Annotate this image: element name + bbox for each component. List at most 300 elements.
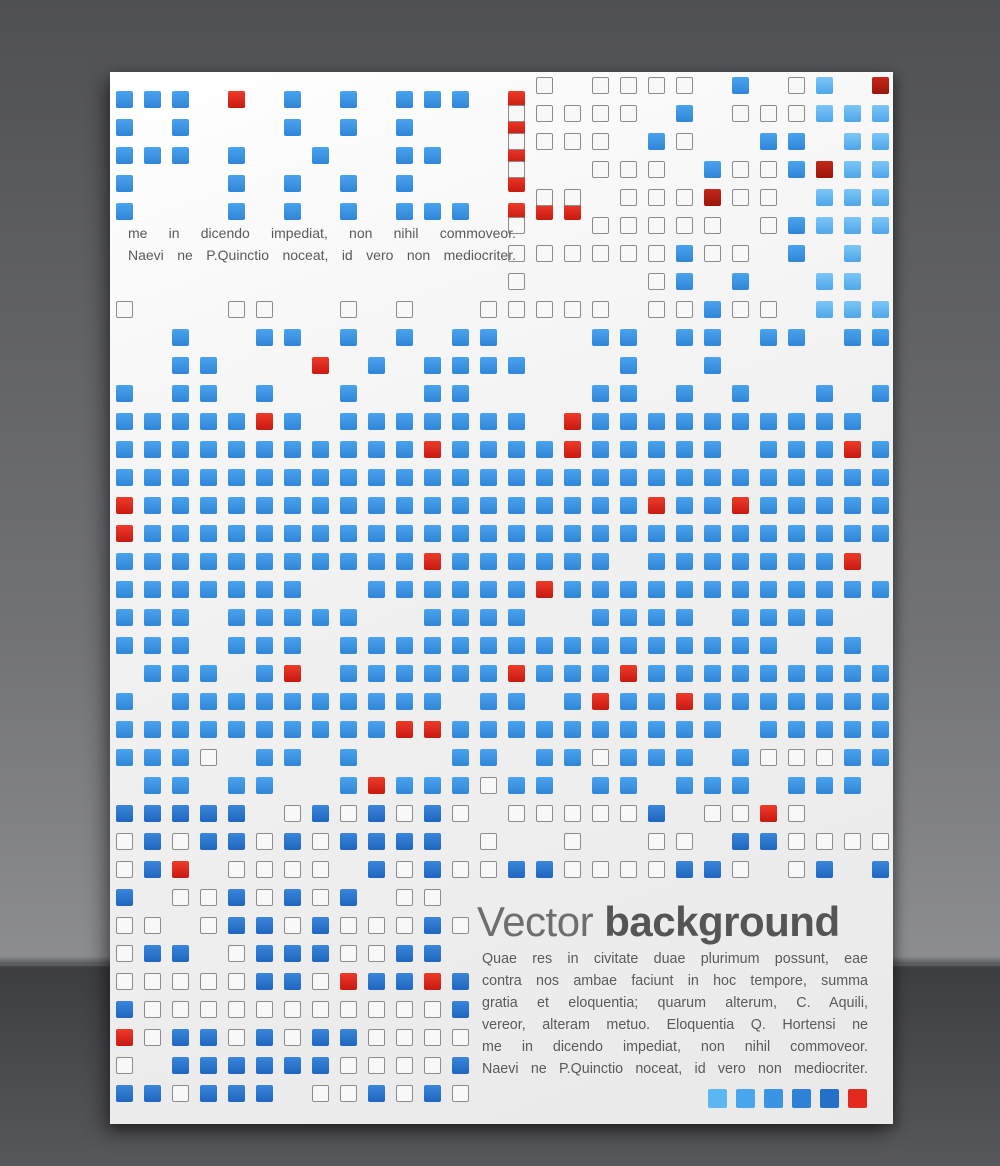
pixel-tile [116,413,133,430]
pixel-tile [228,917,245,934]
pixel-tile [760,749,777,766]
pixel-tile [536,553,553,570]
pixel-tile [788,693,805,710]
pixel-tile [424,693,441,710]
pixel-tile [452,749,469,766]
pixel-tile [648,77,665,94]
pixel-tile [452,497,469,514]
pixel-tile [312,1085,329,1102]
pixel-tile [340,1029,357,1046]
pixel-tile [368,805,385,822]
pixel-tile [200,1057,217,1074]
pixel-tile [592,497,609,514]
pixel-tile [592,217,609,234]
pixel-tile [536,105,553,122]
pixel-tile [312,721,329,738]
pixel-tile [564,133,581,150]
pixel-tile [116,1057,133,1074]
pixel-tile [536,133,553,150]
pixel-tile [872,469,889,486]
logo-pixel [172,119,189,136]
pixel-tile [704,301,721,318]
body-line-1: Quae res in civitate duae plurimum possunt, eae [482,951,868,967]
pixel-tile [508,693,525,710]
pixel-tile [144,1001,161,1018]
swatch-blue-1 [764,1089,783,1108]
pixel-tile [760,497,777,514]
pixel-tile [872,665,889,682]
pixel-tile [760,581,777,598]
pixel-tile [564,833,581,850]
pixel-tile [704,525,721,542]
pixel-tile [844,301,861,318]
pixel-tile [480,497,497,514]
pixel-tile [816,693,833,710]
pixel-tile [116,1029,133,1046]
pixel-tile [256,553,273,570]
pixel-tile [620,665,637,682]
pixel-tile [256,1029,273,1046]
pixel-tile [620,805,637,822]
pixel-tile [340,1085,357,1102]
pixel-tile [648,497,665,514]
pixel-tile [592,805,609,822]
pixel-tile [592,665,609,682]
pixel-tile [424,581,441,598]
pixel-tile [704,805,721,822]
pixel-tile [620,749,637,766]
pixel-tile [172,945,189,962]
pixel-tile [368,413,385,430]
logo-pixel [396,147,413,164]
pixel-tile [760,413,777,430]
pixel-tile [508,805,525,822]
pixel-tile [760,637,777,654]
pixel-tile [172,637,189,654]
pixel-tile [480,469,497,486]
pixel-tile [508,665,525,682]
pixel-tile [368,721,385,738]
pixel-tile [844,441,861,458]
pixel-tile [452,413,469,430]
pixel-tile [144,441,161,458]
pixel-tile [732,245,749,262]
pixel-tile [592,525,609,542]
pixel-tile [564,861,581,878]
pixel-tile [704,553,721,570]
pixel-tile [508,357,525,374]
pixel-tile [452,357,469,374]
pixel-tile [508,413,525,430]
pixel-tile [256,945,273,962]
pixel-tile [760,105,777,122]
pixel-tile [172,805,189,822]
pixel-tile [816,777,833,794]
swatch-blue-2 [792,1089,811,1108]
pixel-tile [480,721,497,738]
pixel-tile [200,413,217,430]
logo-pixel [116,119,133,136]
pixel-tile [676,861,693,878]
pixel-tile [172,777,189,794]
pixel-tile [284,749,301,766]
logo-pixel [284,91,301,108]
pixel-tile [592,553,609,570]
pixel-tile [284,1029,301,1046]
pixel-tile [144,861,161,878]
pixel-tile [564,413,581,430]
pixel-tile [788,133,805,150]
pixel-tile [340,609,357,626]
pixel-tile [788,777,805,794]
pixel-tile [872,301,889,318]
logo-pixel [340,91,357,108]
pixel-tile [424,945,441,962]
pixel-tile [424,1085,441,1102]
pixel-tile [704,161,721,178]
pixel-tile [172,973,189,990]
pixel-tile [228,1029,245,1046]
pixel-tile [312,861,329,878]
pixel-tile [536,497,553,514]
pixel-tile [284,637,301,654]
pixel-tile [228,1001,245,1018]
pixel-tile [284,889,301,906]
pixel-tile [424,833,441,850]
intro-line-1: me in dicendo impediat, non nihil commoveor. [128,225,516,241]
pixel-tile [788,609,805,626]
pixel-tile [116,301,133,318]
pixel-tile [284,525,301,542]
pixel-tile [396,805,413,822]
intro-line-2: Naevi ne P.Quinctio noceat, id vero non mediocriter. [128,247,516,263]
pixel-tile [816,581,833,598]
pixel-tile [424,1057,441,1074]
pixel-tile [872,385,889,402]
pixel-tile [676,301,693,318]
pixel-tile [648,693,665,710]
pixel-tile [116,525,133,542]
pixel-tile [844,217,861,234]
pixel-tile [256,329,273,346]
pixel-tile [368,693,385,710]
pixel-tile [508,721,525,738]
pixel-tile [228,469,245,486]
pixel-tile [620,189,637,206]
pixel-tile [256,917,273,934]
pixel-tile [732,469,749,486]
pixel-tile [200,441,217,458]
pixel-tile [340,665,357,682]
pixel-tile [200,1001,217,1018]
pixel-tile [396,637,413,654]
pixel-tile [760,329,777,346]
color-swatches [708,1089,867,1108]
pixel-tile [424,777,441,794]
pixel-tile [200,749,217,766]
pixel-tile [312,497,329,514]
pixel-tile [312,1057,329,1074]
pixel-tile [116,385,133,402]
pixel-tile [480,609,497,626]
pixel-tile [508,161,525,178]
pixel-tile [592,161,609,178]
pixel-tile [144,497,161,514]
accent-pixel [704,189,721,206]
pixel-tile [620,77,637,94]
pixel-tile [592,385,609,402]
pixel-tile [648,749,665,766]
pixel-tile [788,413,805,430]
pixel-tile [844,413,861,430]
pixel-tile [172,1057,189,1074]
pixel-tile [704,861,721,878]
pixel-tile [200,525,217,542]
pixel-tile [256,385,273,402]
pixel-tile [228,637,245,654]
pixel-tile [816,301,833,318]
pixel-tile [592,133,609,150]
logo-pixel [340,175,357,192]
pixel-tile [424,665,441,682]
pixel-tile [340,469,357,486]
pixel-tile [312,833,329,850]
pixel-tile [620,637,637,654]
pixel-tile [340,749,357,766]
pixel-tile [200,889,217,906]
pixel-tile [452,1085,469,1102]
pixel-tile [228,441,245,458]
pixel-tile [116,833,133,850]
pixel-tile [312,973,329,990]
pixel-tile [172,553,189,570]
logo-pixel [116,175,133,192]
pixel-tile [592,413,609,430]
pixel-tile [452,777,469,794]
pixel-tile [564,441,581,458]
pixel-tile [256,889,273,906]
pixel-tile [816,385,833,402]
logo-pixel [452,91,469,108]
pixel-tile [340,693,357,710]
pixel-tile [648,553,665,570]
pixel-tile [172,441,189,458]
pixel-tile [732,413,749,430]
pixel-tile [676,749,693,766]
pixel-tile [172,357,189,374]
pixel-tile [816,665,833,682]
logo-pixel [228,147,245,164]
pixel-tile [228,301,245,318]
pixel-tile [312,889,329,906]
pixel-tile [172,497,189,514]
pixel-tile [200,721,217,738]
pixel-tile [480,329,497,346]
pixel-tile [564,581,581,598]
pixel-tile [340,1001,357,1018]
pixel-tile [144,553,161,570]
pixel-tile [256,749,273,766]
pixel-tile [844,245,861,262]
logo-pixel [424,147,441,164]
pixel-tile [508,497,525,514]
pixel-tile [620,413,637,430]
pixel-tile [256,665,273,682]
pixel-tile [676,245,693,262]
pixel-tile [396,1085,413,1102]
pixel-tile [452,1029,469,1046]
pixel-tile [732,693,749,710]
pixel-tile [704,329,721,346]
pixel-tile [564,805,581,822]
pixel-tile [424,889,441,906]
headline-light: Vector [477,898,594,945]
pixel-tile [312,1001,329,1018]
pixel-tile [256,833,273,850]
pixel-tile [816,441,833,458]
pixel-tile [648,469,665,486]
pixel-tile [424,609,441,626]
pixel-tile [172,1001,189,1018]
pixel-tile [760,553,777,570]
pixel-tile [452,385,469,402]
pixel-tile [368,637,385,654]
pixel-tile [676,525,693,542]
headline [477,898,840,946]
pixel-tile [872,133,889,150]
pixel-tile [228,973,245,990]
pixel-tile [592,693,609,710]
pixel-tile [844,637,861,654]
pixel-tile [872,441,889,458]
pixel-tile [116,609,133,626]
pixel-tile [620,217,637,234]
pixel-tile [396,1001,413,1018]
pixel-tile [872,693,889,710]
pixel-tile [396,833,413,850]
pixel-tile [508,525,525,542]
pixel-tile [312,1029,329,1046]
pixel-tile [228,833,245,850]
pixel-tile [340,301,357,318]
logo-pixel [424,203,441,220]
pixel-tile [872,189,889,206]
pixel-tile [284,833,301,850]
pixel-tile [312,357,329,374]
pixel-tile [228,609,245,626]
pixel-tile [284,721,301,738]
pixel-tile [200,833,217,850]
pixel-tile [788,581,805,598]
pixel-tile [508,273,525,290]
pixel-tile [536,721,553,738]
pixel-tile [312,805,329,822]
pixel-tile [284,945,301,962]
logo-pixel [144,91,161,108]
pixel-tile [368,1001,385,1018]
pixel-tile [200,1029,217,1046]
pixel-tile [116,637,133,654]
logo-pixel [116,91,133,108]
pixel-tile [536,749,553,766]
pixel-tile [368,581,385,598]
logo-pixel [116,203,133,220]
pixel-tile [340,413,357,430]
pixel-tile [844,525,861,542]
pixel-tile [480,553,497,570]
pixel-tile [368,833,385,850]
pixel-tile [592,77,609,94]
pixel-tile [592,581,609,598]
pixel-tile [732,189,749,206]
pixel-tile [704,413,721,430]
pixel-tile [816,553,833,570]
pixel-tile [340,525,357,542]
pixel-tile [816,749,833,766]
pixel-tile [256,693,273,710]
pixel-tile [284,973,301,990]
pixel-tile [564,469,581,486]
pixel-tile [396,581,413,598]
pixel-tile [816,217,833,234]
pixel-tile [480,441,497,458]
pixel-tile [564,637,581,654]
body-line-6: Naevi ne P.Quinctio noceat, id vero non mediocriter. [482,1061,868,1077]
pixel-tile [200,469,217,486]
pixel-tile [284,413,301,430]
pixel-tile [844,161,861,178]
pixel-tile [200,973,217,990]
pixel-tile [200,693,217,710]
pixel-tile [508,105,525,122]
pixel-tile [228,861,245,878]
pixel-tile [424,441,441,458]
pixel-tile [788,245,805,262]
pixel-tile [816,105,833,122]
pixel-tile [228,693,245,710]
pixel-tile [648,441,665,458]
pixel-tile [648,861,665,878]
pixel-tile [144,609,161,626]
pixel-tile [116,917,133,934]
pixel-tile [676,553,693,570]
pixel-tile [144,1085,161,1102]
pixel-tile [116,497,133,514]
pixel-tile [872,861,889,878]
pixel-tile [116,553,133,570]
pixel-tile [396,861,413,878]
pixel-tile [312,693,329,710]
pixel-tile [424,413,441,430]
logo-pixel [340,119,357,136]
pixel-tile [592,637,609,654]
pixel-tile [228,581,245,598]
pixel-tile [508,637,525,654]
pixel-tile [424,385,441,402]
pixel-tile [228,889,245,906]
pixel-tile [704,497,721,514]
pixel-tile [620,721,637,738]
pixel-tile [732,301,749,318]
pixel-tile [480,581,497,598]
pixel-tile [564,525,581,542]
pixel-tile [844,581,861,598]
pixel-tile [424,917,441,934]
pixel-tile [284,693,301,710]
pixel-tile [732,273,749,290]
pixel-tile [844,133,861,150]
pixel-tile [256,441,273,458]
